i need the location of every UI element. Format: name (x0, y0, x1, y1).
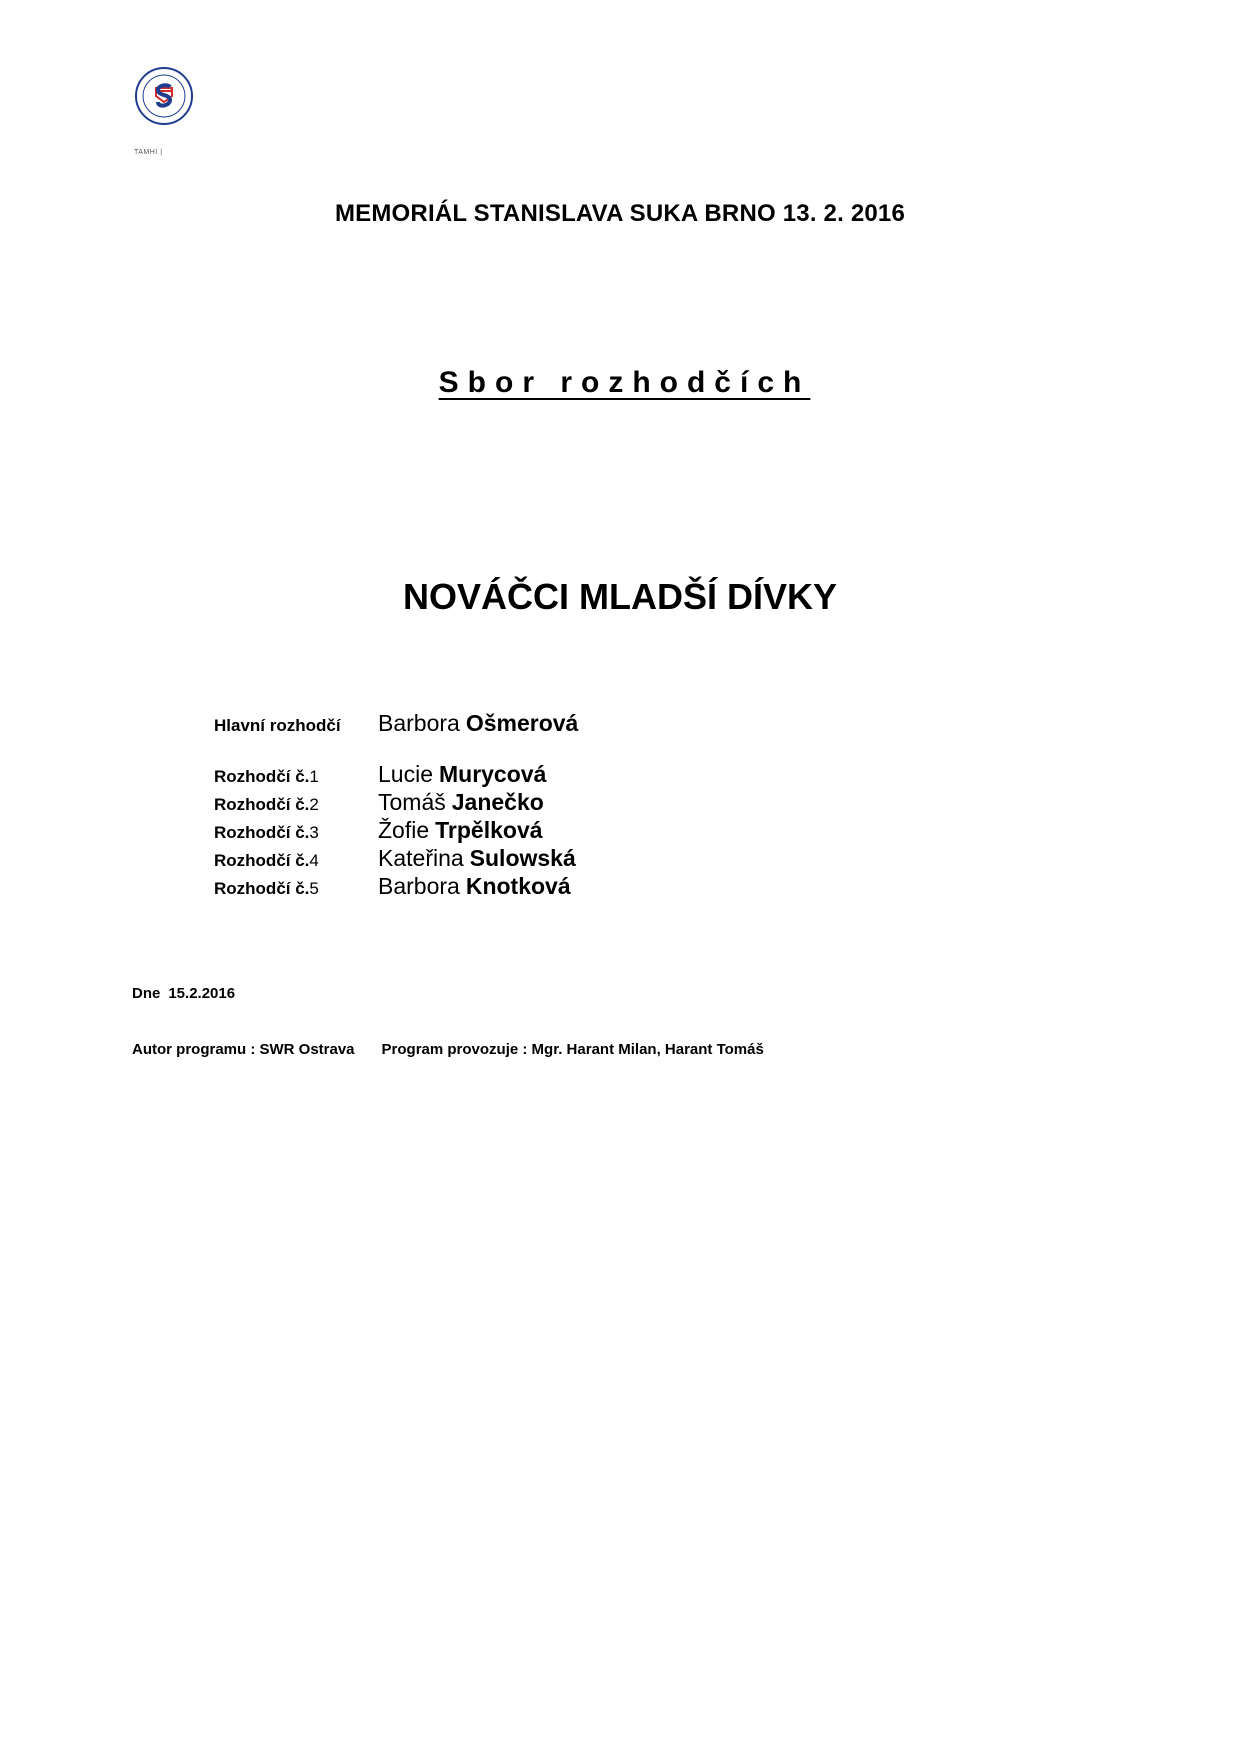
judge-row (214, 845, 578, 873)
judge-role-label: Rozhodčí č. (214, 851, 310, 870)
judge-name (378, 710, 578, 737)
footer-line (132, 1041, 764, 1058)
judge-first-name: Barbora (378, 873, 460, 899)
category-title: NOVÁČCI MLADŠÍ DÍVKY (402, 576, 838, 617)
judge-row (214, 817, 578, 845)
date-label: Dne (132, 985, 161, 1002)
judge-last-name: Murycová (438, 761, 547, 787)
judges-list (214, 710, 578, 901)
judge-number: 1 (309, 767, 319, 786)
footer-author: Autor programu : SWR Ostrava (132, 1041, 355, 1058)
judge-row (214, 789, 578, 817)
judge-name (378, 789, 544, 816)
judge-name (378, 761, 546, 788)
judge-first-name: Kateřina (378, 845, 464, 871)
judge-role (214, 851, 378, 871)
judge-role-label: Rozhodčí č. (214, 879, 310, 898)
judge-number: 5 (309, 879, 319, 898)
judge-first-name: Žofie (378, 817, 430, 843)
judge-first-name: Tomáš (378, 789, 446, 815)
judge-role-label: Rozhodčí č. (214, 823, 310, 842)
head-judge-row (214, 710, 578, 738)
judge-role (214, 795, 378, 815)
judge-name (378, 845, 576, 872)
footer-operator: Program provozuje : Mgr. Harant Milan, Harant Tomáš (381, 1041, 764, 1058)
section-title-text: Sbor rozhodčích (438, 366, 811, 399)
judge-last-name: Sulowská (469, 845, 576, 871)
judge-last-name: Janečko (451, 789, 544, 815)
judge-number: 2 (309, 795, 319, 814)
logo-caption: TAMHI | (134, 149, 163, 156)
judge-first-name: Barbora (378, 710, 460, 736)
section-title (0, 366, 1240, 400)
judge-name (378, 873, 571, 900)
club-logo (134, 66, 194, 126)
event-title: MEMORIÁL STANISLAVA SUKA BRNO 13. 2. 2016 (334, 200, 906, 227)
judge-number: 3 (309, 823, 319, 842)
judge-role-label: Rozhodčí č. (214, 795, 310, 814)
judge-role (214, 879, 378, 899)
judge-role (214, 823, 378, 843)
judge-row (214, 761, 578, 789)
judge-number: 4 (309, 851, 319, 870)
judge-role: Hlavní rozhodčí (214, 716, 341, 735)
date-value: 15.2.2016 (168, 985, 236, 1002)
judge-last-name: Ošmerová (465, 710, 579, 736)
date-line (132, 985, 235, 1002)
judge-last-name: Trpělková (435, 817, 543, 843)
judge-last-name: Knotková (465, 873, 571, 899)
judge-role (214, 767, 378, 787)
judge-row (214, 873, 578, 901)
judge-role-label: Rozhodčí č. (214, 767, 310, 786)
judge-name (378, 817, 543, 844)
judge-first-name: Lucie (378, 761, 433, 787)
